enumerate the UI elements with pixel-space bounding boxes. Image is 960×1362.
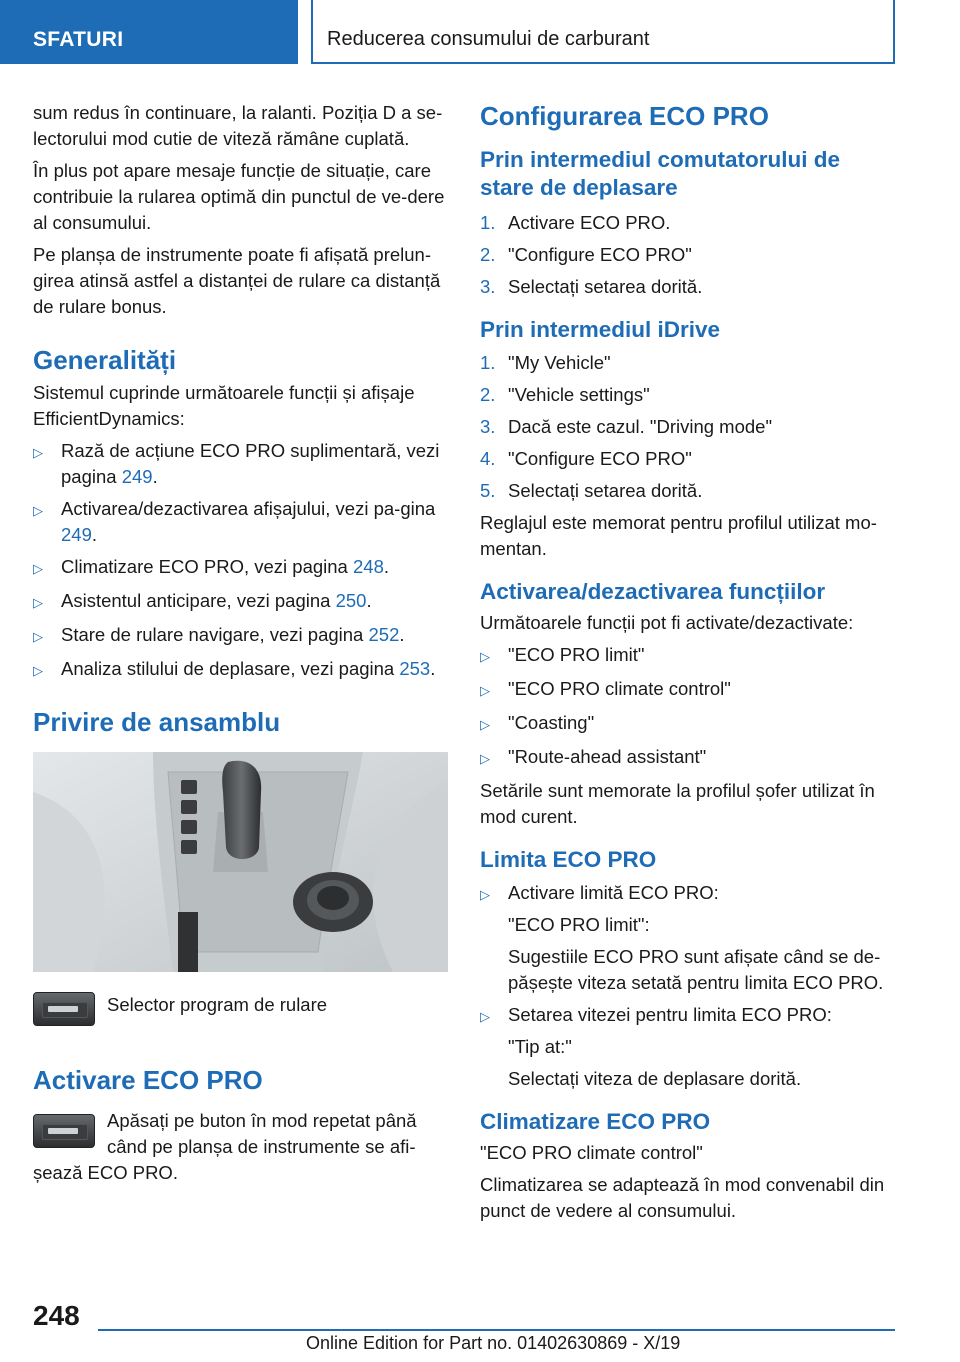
triangle-bullet-icon: ▷ — [480, 649, 490, 664]
chapter-tab — [311, 0, 895, 64]
list-item: ▷ Activarea/dezactivarea afișajului, vezi pa-gina 249. — [33, 496, 448, 548]
triangle-bullet-icon: ▷ — [480, 683, 490, 698]
section-tab — [0, 0, 298, 64]
page-link[interactable]: 253 — [399, 658, 431, 679]
triangle-bullet-icon: ▷ — [480, 1009, 490, 1024]
gear-selector-illustration — [33, 752, 448, 972]
heading-limita: Limita ECO PRO — [480, 847, 657, 872]
list-item: 5. Selectați setarea dorită. — [480, 480, 703, 501]
footer-divider — [98, 1329, 895, 1331]
activare-dezactivare-intro: Următoarele funcții pot fi activate/dezactivate: — [480, 612, 854, 633]
section-title: SFATURI — [33, 28, 124, 51]
heading-idrive: Prin intermediul iDrive — [480, 317, 721, 342]
intro-paragraph-2: În plus pot apare mesaje funcție de situație, care contribuie la rularea optimă din punctul de ve-dere al consumului. — [33, 160, 445, 233]
heading-configurare: Configurarea ECO PRO — [480, 101, 769, 131]
list-item: 1. "My Vehicle" — [480, 352, 611, 373]
heading-privire: Privire de ansamblu — [33, 707, 281, 737]
caption-row — [33, 992, 448, 1026]
heading-climatizare: Climatizare ECO PRO — [480, 1109, 711, 1134]
list-item: 2. "Vehicle settings" — [480, 384, 650, 405]
triangle-bullet-icon: ▷ — [33, 629, 43, 644]
triangle-bullet-icon: ▷ — [480, 717, 490, 732]
list-item: 2. "Configure ECO PRO" — [480, 244, 692, 265]
triangle-bullet-icon: ▷ — [33, 595, 43, 610]
triangle-bullet-icon: ▷ — [33, 663, 43, 678]
list-item: ▷ "ECO PRO climate control" — [480, 676, 895, 704]
climatizare-paragraph-1: "ECO PRO climate control" — [480, 1142, 703, 1163]
generalitati-intro: Sistemul cuprinde următoarele funcții și afișaje EfficientDynamics: — [33, 382, 415, 429]
list-item: ▷ Asistentul anticipare, vezi pagina 250. — [33, 588, 448, 616]
list-item: 1. Activare ECO PRO. — [480, 212, 671, 233]
footer-edition: Online Edition for Part no. 01402630869 - X/19 — [306, 1333, 681, 1353]
list-item: ▷ "Route-ahead assistant" — [480, 744, 895, 772]
driving-mode-switch-icon — [33, 992, 95, 1026]
heading-generalitati: Generalități — [33, 345, 177, 375]
list-item: ▷ Stare de rulare navigare, vezi pagina 252. — [33, 622, 448, 650]
list-item: ▷ "ECO PRO limit" — [480, 642, 895, 670]
list-item: ▷ Activare limită ECO PRO: "ECO PRO limit": Sugestiile ECO PRO sunt afișate când se de-pășește viteza setată pentru limita ECO PRO. — [480, 880, 895, 996]
triangle-bullet-icon: ▷ — [33, 503, 43, 518]
list-item: ▷ Climatizare ECO PRO, vezi pagina 248. — [33, 554, 448, 582]
list-item: ▷ Setarea vitezei pentru limita ECO PRO: "Tip at:" Selectați viteza de deplasare dorită. — [480, 1002, 895, 1092]
page-number: 248 — [33, 1300, 80, 1331]
left-column — [33, 100, 448, 1186]
chapter-title: Reducerea consumului de carburant — [327, 28, 650, 50]
page-link[interactable]: 250 — [335, 590, 367, 611]
idrive-note: Reglajul este memorat pentru profilul utilizat mo-mentan. — [480, 512, 877, 559]
list-item: 3. Selectați setarea dorită. — [480, 276, 703, 297]
activare-paragraph: Apăsați pe buton în mod repetat până când pe planșa de instrumente se afi- șează ECO PRO. — [33, 1110, 417, 1183]
intro-paragraph-3: Pe planșa de instrumente poate fi afișată prelun-girea atinsă astfel a distanței de rulare ca distanță de rulare bonus. — [33, 244, 441, 317]
triangle-bullet-icon: ▷ — [33, 561, 43, 576]
list-item: ▷ Rază de acțiune ECO PRO suplimentară, vezi pagina 249. — [33, 438, 448, 490]
climatizare-paragraph-2: Climatizarea se adaptează în mod convenabil din punct de vedere al consumului. — [480, 1174, 885, 1221]
intro-paragraph-1: sum redus în continuare, la ralanti. Poziția D a se-lectorului mod cutie de viteză rămâne cuplată. — [33, 102, 443, 149]
list-item: ▷ "Coasting" — [480, 710, 895, 738]
heading-activare-dezactivare: Activarea/dezactivarea funcțiilor — [480, 579, 826, 604]
triangle-bullet-icon: ▷ — [480, 751, 490, 766]
page-link[interactable]: 252 — [368, 624, 400, 645]
page-link[interactable]: 249 — [61, 524, 92, 545]
center-console-photo — [33, 752, 448, 972]
right-column — [480, 100, 895, 1230]
heading-comutator: Prin intermediul comutatorului de stare de deplasare — [480, 147, 841, 200]
heading-activare: Activare ECO PRO — [33, 1065, 263, 1095]
photo-caption: Selector program de rulare — [107, 994, 328, 1015]
triangle-bullet-icon: ▷ — [480, 887, 490, 902]
list-item: 4. "Configure ECO PRO" — [480, 448, 692, 469]
page-link[interactable]: 248 — [353, 556, 384, 577]
triangle-bullet-icon: ▷ — [33, 445, 43, 460]
driving-mode-switch-icon — [33, 1114, 95, 1148]
activare-dezactivare-note: Setările sunt memorate la profilul șofer utilizat în mod curent. — [480, 780, 875, 827]
list-item: 3. Dacă este cazul. "Driving mode" — [480, 416, 773, 437]
list-item: ▷ Analiza stilului de deplasare, vezi pagina 253. — [33, 656, 448, 684]
page-link[interactable]: 249 — [121, 466, 153, 487]
